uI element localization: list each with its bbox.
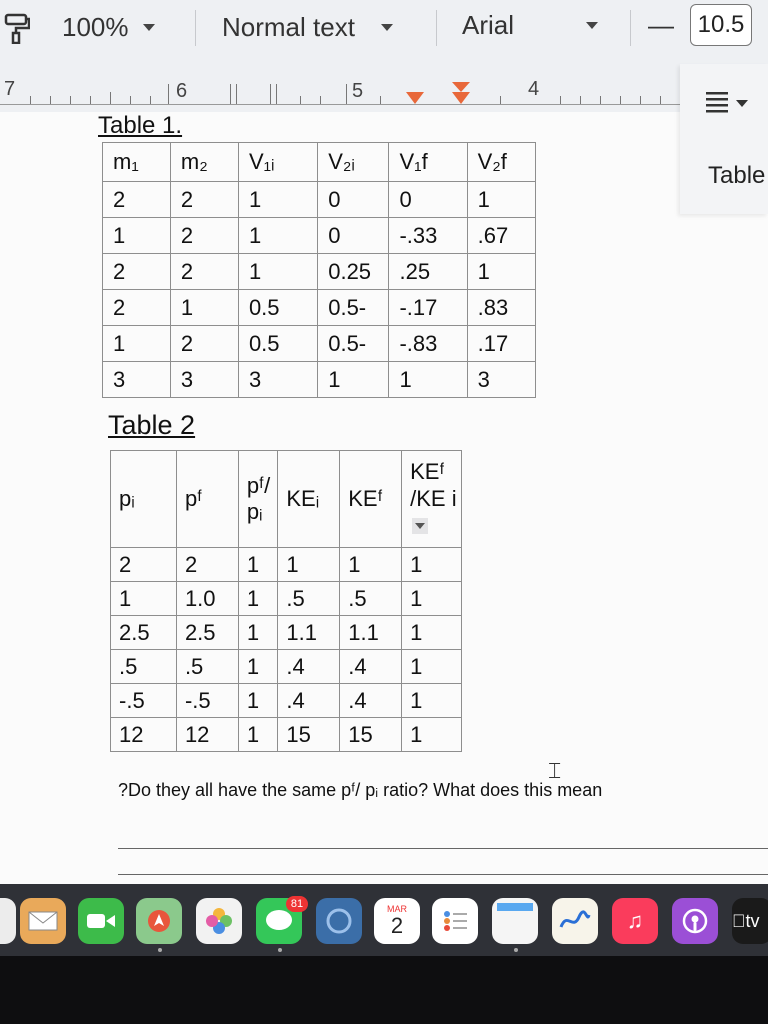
table-cell[interactable]: 1 xyxy=(278,548,340,582)
table-cell[interactable]: 0.5 xyxy=(238,326,317,362)
table-cell[interactable]: 2 xyxy=(103,254,171,290)
table2-title: Table 2 xyxy=(108,410,196,440)
table-cell[interactable]: .4 xyxy=(340,650,402,684)
table-cell[interactable]: .5 xyxy=(176,650,238,684)
table-cell[interactable]: 1 xyxy=(238,254,317,290)
table-cell[interactable]: 3 xyxy=(170,362,238,398)
chevron-down-icon xyxy=(381,24,393,31)
table-cell[interactable]: 1 xyxy=(238,548,278,582)
table-cell[interactable]: 1 xyxy=(402,548,462,582)
table-cell[interactable]: 1.1 xyxy=(278,616,340,650)
table-cell[interactable]: 1 xyxy=(402,650,462,684)
table-header-cell[interactable]: m₂ xyxy=(170,143,238,182)
table-row xyxy=(111,718,462,752)
ruler-number: 6 xyxy=(176,80,188,102)
table-cell[interactable]: -.83 xyxy=(389,326,467,362)
table-cell[interactable]: -.5 xyxy=(111,684,177,718)
table-cell[interactable]: 2 xyxy=(176,548,238,582)
table1-title: Table 1. xyxy=(98,112,183,139)
maps-icon[interactable] xyxy=(136,898,182,944)
table-row xyxy=(103,218,536,254)
table-cell[interactable]: .5 xyxy=(111,650,177,684)
table-cell[interactable]: 1 xyxy=(318,362,389,398)
music-icon[interactable]: ♫ xyxy=(612,898,658,944)
table-cell[interactable]: 1 xyxy=(238,616,278,650)
table-cell[interactable]: 3 xyxy=(238,362,317,398)
app-icon[interactable] xyxy=(0,898,16,944)
table-row xyxy=(111,684,462,718)
table-header-cell[interactable]: KEᵢ xyxy=(278,451,340,548)
table-cell[interactable]: .25 xyxy=(389,254,467,290)
paint-format-icon[interactable] xyxy=(4,12,30,44)
table-cell[interactable]: 1.1 xyxy=(340,616,402,650)
zoom-value: 100% xyxy=(62,12,129,42)
left-indent-marker[interactable] xyxy=(452,82,470,92)
calendar-month: MAR xyxy=(387,904,407,914)
table-cell[interactable]: 1 xyxy=(238,650,278,684)
facetime-icon[interactable] xyxy=(78,898,124,944)
document-page[interactable] xyxy=(0,112,768,884)
screen-bezel xyxy=(0,956,768,1024)
table-cell[interactable]: 0.25 xyxy=(318,254,389,290)
table-cell[interactable]: -.33 xyxy=(389,218,467,254)
table-cell[interactable]: 1 xyxy=(467,182,535,218)
align-justify-icon[interactable] xyxy=(706,92,750,119)
table-cell[interactable]: 0 xyxy=(318,218,389,254)
calendar-day: 2 xyxy=(390,913,404,938)
table-2[interactable] xyxy=(110,450,462,752)
table-cell[interactable]: 1 xyxy=(111,582,177,616)
table-row xyxy=(103,254,536,290)
table-cell[interactable]: 2 xyxy=(111,548,177,582)
ruler-number: 5 xyxy=(352,80,364,102)
table-cell[interactable]: 1 xyxy=(402,616,462,650)
decrease-font-size-button[interactable] xyxy=(648,10,674,41)
zoom-select[interactable] xyxy=(62,12,155,43)
table-cell[interactable]: 0.5- xyxy=(318,290,389,326)
table-cell[interactable]: 12 xyxy=(111,718,177,752)
table-cell[interactable]: 0.5 xyxy=(238,290,317,326)
table-cell[interactable]: 0.5- xyxy=(318,326,389,362)
table-cell[interactable]: 1 xyxy=(238,218,317,254)
table-cell[interactable]: .4 xyxy=(340,684,402,718)
table-cell[interactable]: 1 xyxy=(238,182,317,218)
table-row xyxy=(103,326,536,362)
table-cell[interactable]: 2 xyxy=(103,290,171,326)
photos-icon[interactable] xyxy=(196,898,242,944)
freeform-icon[interactable] xyxy=(552,898,598,944)
table-cell[interactable]: 3 xyxy=(103,362,171,398)
table-row xyxy=(103,362,536,398)
table-cell[interactable]: 3 xyxy=(467,362,535,398)
table-properties-panel xyxy=(680,64,768,214)
table-cell[interactable]: 12 xyxy=(176,718,238,752)
table-cell[interactable]: 2 xyxy=(170,326,238,362)
table-cell[interactable]: 1 xyxy=(238,582,278,616)
text-cursor-icon: ⌶ xyxy=(548,758,562,783)
table-header-cell[interactable]: pᵢ xyxy=(111,451,177,548)
table-cell[interactable]: 2 xyxy=(170,218,238,254)
table-cell[interactable]: 2 xyxy=(170,182,238,218)
table-cell[interactable]: -.5 xyxy=(176,684,238,718)
table-cell[interactable]: .67 xyxy=(467,218,535,254)
table-row xyxy=(103,290,536,326)
notes-icon[interactable] xyxy=(492,898,538,944)
font-size-input[interactable]: 10.5 xyxy=(690,4,752,46)
table-cell[interactable]: 1 xyxy=(238,684,278,718)
table-1[interactable] xyxy=(102,142,536,398)
table-cell[interactable]: .4 xyxy=(278,684,340,718)
table-header-cell[interactable]: pᶠ/ pᵢ xyxy=(238,451,278,548)
table-cell[interactable]: .5 xyxy=(340,582,402,616)
table-cell[interactable]: 1 xyxy=(467,254,535,290)
table-header-cell[interactable]: pᶠ xyxy=(176,451,238,548)
podcasts-icon[interactable] xyxy=(672,898,718,944)
mail-icon[interactable] xyxy=(20,898,66,944)
table-cell[interactable]: .5 xyxy=(278,582,340,616)
question-text: ?Do they all have the same pᶠ/ pᵢ ratio? What does this mean xyxy=(118,780,603,800)
table-cell[interactable]: 2 xyxy=(170,254,238,290)
minus-icon: — xyxy=(648,10,674,40)
table-cell[interactable]: 2.5 xyxy=(111,616,177,650)
table-row xyxy=(111,582,462,616)
table-cell[interactable]: 1 xyxy=(402,718,462,752)
font-family-select[interactable] xyxy=(462,10,598,41)
answer-line xyxy=(118,848,768,849)
font-family-value: Arial xyxy=(462,10,515,40)
table-cell[interactable]: 1 xyxy=(103,326,171,362)
table-cell[interactable]: 0 xyxy=(389,182,467,218)
table-cell[interactable]: .4 xyxy=(278,650,340,684)
table-cell[interactable]: 15 xyxy=(340,718,402,752)
table-cell[interactable]: -.17 xyxy=(389,290,467,326)
chevron-down-icon xyxy=(143,24,155,31)
table-cell[interactable]: 1 xyxy=(402,582,462,616)
table-cell[interactable]: 1 xyxy=(170,290,238,326)
table-cell[interactable]: 15 xyxy=(278,718,340,752)
dock xyxy=(0,884,768,956)
table-cell[interactable]: 0 xyxy=(318,182,389,218)
ruler-number: 7 xyxy=(4,78,16,100)
table-header-cell[interactable]: V₂ᵢ xyxy=(318,143,389,182)
first-line-indent-marker[interactable] xyxy=(452,92,470,104)
table-row xyxy=(111,616,462,650)
paragraph-style-value: Normal text xyxy=(222,12,355,42)
calendar-icon[interactable] xyxy=(374,898,420,944)
table-cell[interactable]: 1 xyxy=(103,218,171,254)
tv-icon[interactable]: tv xyxy=(732,898,768,944)
dropdown-caret-icon[interactable] xyxy=(412,518,428,534)
table-cell[interactable]: .17 xyxy=(467,326,535,362)
indent-marker[interactable] xyxy=(406,92,424,104)
table-header-label: KEᶠ /KE i xyxy=(410,459,457,511)
table-header-cell[interactable]: V₂f xyxy=(467,143,535,182)
table-cell[interactable]: 2.5 xyxy=(176,616,238,650)
table-header-cell[interactable]: V₁f xyxy=(389,143,467,182)
table-cell[interactable]: .83 xyxy=(467,290,535,326)
table-row xyxy=(111,548,462,582)
table-cell[interactable]: 2 xyxy=(103,182,171,218)
ruler[interactable] xyxy=(0,56,768,113)
table-header-row xyxy=(103,143,536,182)
reminders-icon[interactable] xyxy=(432,898,478,944)
table-header-row xyxy=(111,451,462,548)
notification-badge: 81 xyxy=(286,896,308,912)
answer-line xyxy=(118,874,768,875)
table-cell[interactable]: 1 xyxy=(389,362,467,398)
screen-time-icon[interactable] xyxy=(316,898,362,944)
table-row xyxy=(111,650,462,684)
table-cell[interactable]: 1 xyxy=(238,718,278,752)
table-header-cell[interactable]: V₁ᵢ xyxy=(238,143,317,182)
table-header-cell[interactable]: KEᶠ xyxy=(340,451,402,548)
ruler-number: 4 xyxy=(528,78,540,100)
table-cell[interactable]: 1.0 xyxy=(176,582,238,616)
table-header-cell[interactable]: m₁ xyxy=(103,143,171,182)
toolbar xyxy=(0,0,768,56)
table-panel-label[interactable]: Table xyxy=(708,162,766,189)
paragraph-style-select[interactable] xyxy=(222,12,393,43)
chevron-down-icon xyxy=(586,22,598,29)
table-row xyxy=(103,182,536,218)
table-header-cell-ke-ratio[interactable] xyxy=(402,451,462,548)
table-cell[interactable]: 1 xyxy=(402,684,462,718)
table-cell[interactable]: 1 xyxy=(340,548,402,582)
